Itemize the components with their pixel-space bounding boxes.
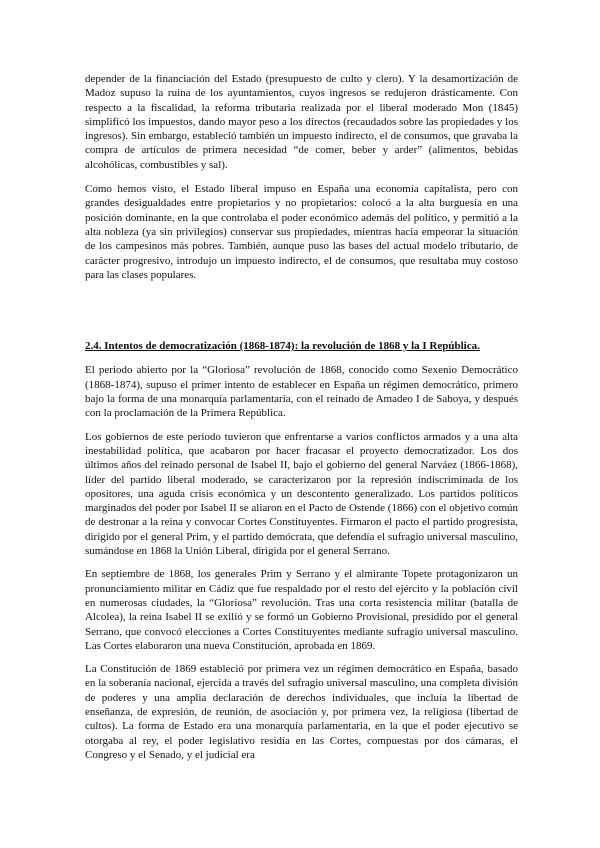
paragraph-sexenio-intro: El periodo abierto por la “Gloriosa” revolución de 1868, conocido como Sexenio Democrático (1868-1874), supuso el primer intento de establecer en España un régimen democrático, primero bajo la forma de una monarquía parlamentaria, con el reinado de Amadeo I de Saboya, y después con la proclamación de la Primera República. [85,364,518,420]
paragraph-liberal-state-summary: Como hemos visto, el Estado liberal impuso en España una economía capitalista, pero con grandes desigualdades entre propietarios y no propietarios: colocó a la alta burguesía en una posición dominante, en la que controlaba el poder económico además del político, y permitió a la alta nobleza (ya sin privilegios) conservar sus propiedades, mientras hacía empeorar la situación de los campesinos más pobres. También, aunque puso las bases del actual modelo tributario, de carácter progresivo, introdujo un impuesto indirecto, el de consumos, que resultaba muy costoso para las clases populares. [85,183,518,281]
paragraph-fiscal-reform: depender de la financiación del Estado (presupuesto de culto y clero). Y la desamortización de Madoz supuso la ruina de los ayuntamientos, cuyos ingresos se redujeron drásticamente. Con respecto a la fiscalidad, la reforma tributaria realizada por el liberal moderado Mon (1845) simplificó los impuestos, dando mayor peso a los directos (recaudados sobre las propiedades y los ingresos). Sin embargo, estableció también un impuesto indirecto, el de consumos, que gravaba la compra de artículos de primera necesidad “de comer, beber y arder” (alimentos, bebidas alcohólicas, combustibles y sal). [85,73,518,171]
paragraph-constitution-1869: La Constitución de 1869 estableció por primera vez un régimen democrático en España, basado en la soberanía nacional, ejercida a través del sufragio universal masculino, una completa división de poderes y una amplia declaración de derechos individuales, que incluía la libertad de enseñanza, de expresión, de reunión, de asociación y, por primera vez, la religiosa (libertad de cultos). La forma de Estado era una monarquía parlamentaria, en la que el poder ejecutivo se otorgaba al rey, el poder legislativo residía en las Cortes, compuestas por dos cámaras, el Congreso y el Senado, y el judicial era [85,663,518,761]
section-heading: 2.4. Intentos de democratización (1868-1874): la revolución de 1868 y la I República. [85,340,480,353]
paragraph-gloriosa-revolution: En septiembre de 1868, los generales Prim y Serrano y el almirante Topete protagonizaron un pronunciamiento militar en Cádiz que fue respaldado por el resto del ejército y la población civil en numerosas ciudades, la “Gloriosa” revolución. Tras una corta resistencia militar (batalla de Alcolea), la reina Isabel II se exilió y se formó un Gobierno Provisional, presidido por el general Serrano, que convocó elecciones a Cortes Constituyentes mediante sufragio universal masculino. Las Cortes elaboraron una nueva Constitución, aprobada en 1869. [85,568,518,652]
paragraph-governments-conflicts: Los gobiernos de este periodo tuvieron que enfrentarse a varios conflictos armados y a una alta inestabilidad política, que acabaron por hacer fracasar el proyecto democratizador. Los dos últimos años del reinado personal de Isabel II, bajo el gobierno del general Narváez (1866-1868), líder del partido liberal moderado, se caracterizaron por la represión indiscriminada de los opositores, una aguda crisis económica y un descontento generalizado. Los partidos políticos marginados del poder por Isabel II se aliaron en el Pacto de Ostende (1866) con el objetivo común de destronar a la reina y convocar Cortes Constituyentes. Firmaron el pacto el partido progresista, dirigido por el general Prim, y el partido demócrata, que defendía el sufragio universal masculino, sumándose en 1868 la Unión Liberal, dirigida por el general Serrano. [85,430,518,558]
